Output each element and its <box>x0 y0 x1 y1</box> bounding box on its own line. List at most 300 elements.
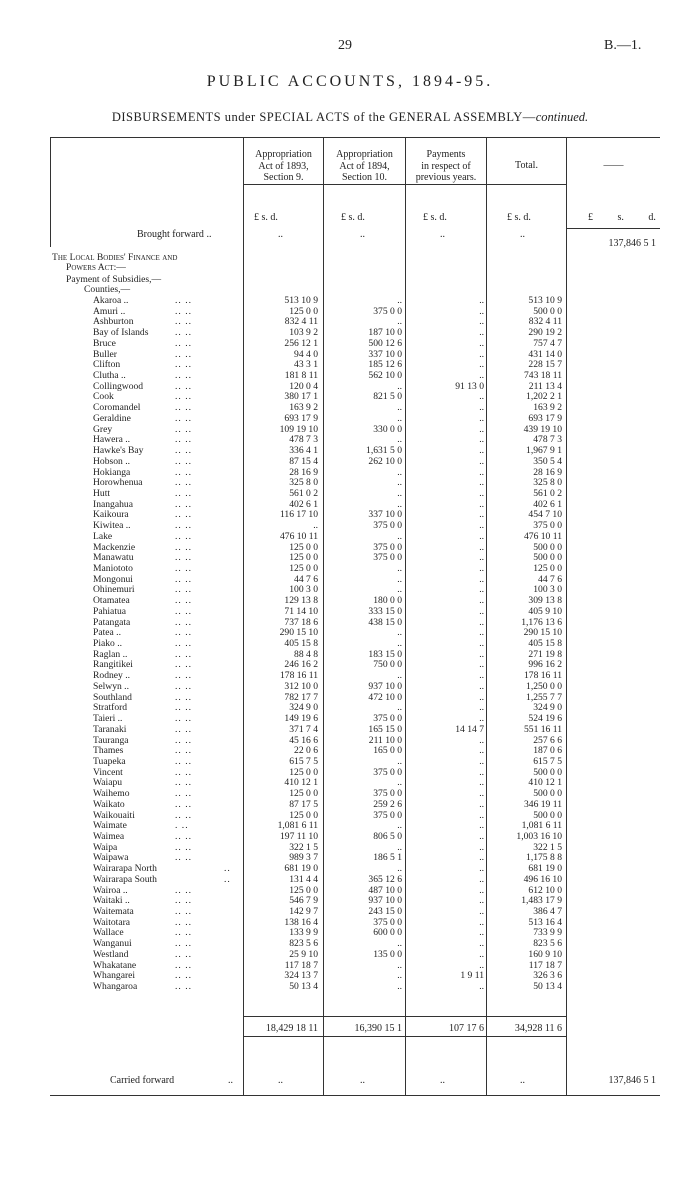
amount-total: 823 5 6 <box>533 938 562 950</box>
amount-1894: 375 0 0 <box>373 766 402 778</box>
leader-dots: .. .. <box>175 755 192 767</box>
leader-dots: .. .. <box>175 981 192 993</box>
leader-dots: .. .. <box>175 895 192 907</box>
leader-dots: .. .. <box>175 745 192 757</box>
amount-1894: 750 0 0 <box>373 659 402 671</box>
county-name: Waimea <box>93 831 125 842</box>
county-name: Hawera .. <box>93 434 131 446</box>
amount-total: 561 0 2 <box>533 487 562 499</box>
amount-1894: .. <box>397 970 402 982</box>
amount-1894: 472 10 0 <box>368 691 402 703</box>
amount-1894: 243 15 0 <box>368 906 402 918</box>
amount-total: 551 16 11 <box>523 723 562 735</box>
amount-previous-years: .. <box>479 798 484 810</box>
amount-previous-years: .. <box>479 412 484 424</box>
amount-1894: .. <box>397 841 402 853</box>
amount-previous-years: .. <box>479 863 484 875</box>
amount-1893: 125 0 0 <box>289 541 318 553</box>
amount-1893: 615 7 5 <box>289 755 318 767</box>
amount-1893: 546 7 9 <box>289 895 318 907</box>
amount-previous-years: .. <box>479 445 484 457</box>
amount-total: 257 6 6 <box>533 734 562 746</box>
amount-1893: 120 0 4 <box>289 380 318 392</box>
leader-dots: .. .. <box>175 380 192 392</box>
amount-total: 513 10 9 <box>528 295 562 306</box>
brought-forward-amount: 137,846 5 1 <box>608 238 656 249</box>
amount-total: 496 16 10 <box>523 873 562 885</box>
amount-1893: 989 3 7 <box>289 852 318 864</box>
county-name: Raglan .. <box>93 648 128 660</box>
amount-1894: 375 0 0 <box>373 552 402 564</box>
leader-dots: .. .. <box>175 670 192 682</box>
amount-1893: 256 12 1 <box>284 337 318 349</box>
amount-total: 500 0 0 <box>533 305 562 317</box>
leader-dots: .. .. <box>175 316 192 328</box>
county-name: Ashburton <box>93 316 134 328</box>
amount-previous-years: .. <box>479 841 484 853</box>
amount-total: 410 12 1 <box>528 777 562 789</box>
amount-1893: 197 11 10 <box>279 831 318 842</box>
totals-top-rule <box>243 1016 566 1017</box>
amount-1894: .. <box>397 487 402 499</box>
amount-previous-years: .. <box>479 595 484 607</box>
total-1894: 16,390 15 1 <box>354 1023 402 1034</box>
amount-1894: 375 0 0 <box>373 809 402 821</box>
amount-1893: 138 16 4 <box>284 916 318 928</box>
column-header-blank: —— <box>603 160 624 171</box>
amount-previous-years: .. <box>479 906 484 918</box>
amount-1894: .. <box>397 563 402 574</box>
county-name: Waitemata <box>93 906 134 918</box>
amount-previous-years: .. <box>479 852 484 864</box>
county-name: Wairarapa South <box>93 873 157 885</box>
amount-1894: 600 0 0 <box>373 927 402 939</box>
amount-1894: .. <box>397 938 402 950</box>
amount-1894: 438 15 0 <box>368 616 402 628</box>
leader-dots: .. .. <box>175 798 192 810</box>
amount-1893: 22 0 6 <box>294 745 318 757</box>
amount-total: 125 0 0 <box>533 563 562 574</box>
county-name: Cook <box>93 391 114 403</box>
amount-total: 612 10 0 <box>528 884 562 896</box>
amount-total: 500 0 0 <box>533 541 562 553</box>
amount-previous-years: .. <box>479 487 484 499</box>
amount-previous-years: .. <box>479 648 484 660</box>
county-name: Waimate <box>93 820 127 832</box>
county-name: Pahiatua <box>93 605 127 617</box>
amount-1894: .. <box>397 627 402 639</box>
county-name: Waipawa <box>93 852 129 864</box>
amount-total: 454 7 10 <box>528 509 562 521</box>
amount-1894: .. <box>397 477 402 489</box>
amount-previous-years: .. <box>479 680 484 692</box>
leader-dots: .. .. <box>175 938 192 950</box>
county-name: Mongonui <box>93 573 133 585</box>
brought-forward-dots-4: .. <box>520 229 525 240</box>
leader-dots: .. <box>224 873 231 885</box>
amount-previous-years: .. <box>479 402 484 414</box>
table-row <box>0 457 700 468</box>
amount-previous-years: .. <box>479 627 484 639</box>
amount-1893: 561 0 2 <box>289 487 318 499</box>
amount-previous-years: .. <box>479 670 484 682</box>
amount-previous-years: .. <box>479 895 484 907</box>
carried-forward-label: Carried forward <box>110 1075 175 1086</box>
amount-1893: 125 0 0 <box>289 809 318 821</box>
leader-dots: .. .. <box>175 788 192 800</box>
amount-previous-years: .. <box>479 434 484 446</box>
amount-1894: 186 5 1 <box>373 852 402 864</box>
amount-total: 290 15 10 <box>523 627 562 639</box>
amount-total: 500 0 0 <box>533 766 562 778</box>
amount-previous-years: .. <box>479 873 484 885</box>
county-name: Manawatu <box>93 552 134 564</box>
county-name: Grey <box>93 423 113 435</box>
leader-dots: .. .. <box>175 702 192 714</box>
amount-1894: .. <box>397 295 402 306</box>
leader-dots: .. .. <box>175 841 192 853</box>
amount-1893: 125 0 0 <box>289 766 318 778</box>
amount-1894: 165 15 0 <box>368 723 402 735</box>
amount-previous-years: .. <box>479 884 484 896</box>
amount-1893: 405 15 8 <box>284 638 318 650</box>
amount-1894: .. <box>397 755 402 767</box>
amount-previous-years: .. <box>479 605 484 617</box>
county-name: Amuri .. <box>93 305 126 317</box>
units-col-3: £ s. d. <box>423 212 447 223</box>
county-name: Taranaki <box>93 723 127 735</box>
leader-dots: .. .. <box>175 680 192 692</box>
subtitle-main: DISBURSEMENTS under SPECIAL ACTS of the GENERAL ASSEMBLY— <box>111 110 536 124</box>
leader-dots: .. .. <box>175 530 192 542</box>
amount-total: 309 13 8 <box>528 595 562 607</box>
amount-total: 524 19 6 <box>528 713 562 725</box>
amount-previous-years: .. <box>479 809 484 821</box>
county-name: Whangaroa <box>93 981 138 993</box>
county-name: Whangarei <box>93 970 136 982</box>
amount-total: 1,250 0 0 <box>526 680 562 692</box>
amount-1893: 125 0 0 <box>289 788 318 800</box>
leader-dots: .. .. <box>175 852 192 864</box>
amount-previous-years: .. <box>479 584 484 596</box>
amount-previous-years: .. <box>479 573 484 585</box>
county-name: Tuapeka <box>93 755 126 767</box>
leader-dots: .. .. <box>175 734 192 746</box>
amount-1893: 782 17 7 <box>284 691 318 703</box>
amount-total: 350 5 4 <box>533 455 562 467</box>
table-row <box>0 982 700 993</box>
amount-previous-years: .. <box>479 713 484 725</box>
amount-1894: 806 5 0 <box>373 831 402 842</box>
county-name: Hawke's Bay <box>93 445 144 457</box>
amount-1894: 375 0 0 <box>373 541 402 553</box>
amount-total: 346 19 11 <box>523 798 562 810</box>
county-name: Hokianga <box>93 466 131 478</box>
amount-total: 187 0 6 <box>533 745 562 757</box>
amount-previous-years: .. <box>479 509 484 521</box>
amount-total: 100 3 0 <box>533 584 562 596</box>
leader-dots: .. .. <box>175 638 192 650</box>
leader-dots: .. .. <box>175 541 192 553</box>
leader-dots: .. .. <box>175 831 192 842</box>
amount-1894: 183 15 0 <box>368 648 402 660</box>
amount-total: 431 14 0 <box>528 348 562 360</box>
amount-1893: 823 5 6 <box>289 938 318 950</box>
amount-previous-years: .. <box>479 638 484 650</box>
county-name: Kaikoura <box>93 509 129 521</box>
leader-dots: .. .. <box>175 809 192 821</box>
county-name: Buller <box>93 348 117 360</box>
amount-1894: .. <box>397 959 402 971</box>
county-name: Waikouaiti <box>93 809 135 821</box>
amount-1893: 117 18 7 <box>284 959 318 971</box>
units-col-2: £ s. d. <box>341 212 365 223</box>
table-row <box>0 725 700 736</box>
amount-1894: .. <box>397 820 402 832</box>
amount-1893: 380 17 1 <box>284 391 318 403</box>
act-heading-line2: Powers Act:— <box>66 262 126 273</box>
header-underline-2 <box>486 184 566 185</box>
leader-dots: .. .. <box>175 927 192 939</box>
amount-1894: .. <box>397 412 402 424</box>
amount-1894: .. <box>397 702 402 714</box>
leader-dots: .. .. <box>175 573 192 585</box>
table-top-rule <box>50 137 660 138</box>
amount-1893: 109 19 10 <box>279 423 318 435</box>
amount-previous-years: .. <box>479 766 484 778</box>
leader-dots: .. .. <box>175 605 192 617</box>
amount-1894: 211 10 0 <box>368 734 402 746</box>
leader-dots: .. .. <box>175 359 192 371</box>
amount-1893: 44 7 6 <box>294 573 318 585</box>
amount-previous-years: .. <box>479 938 484 950</box>
amount-total: 513 16 4 <box>528 916 562 928</box>
leader-dots: .. .. <box>175 423 192 435</box>
amount-1893: 94 4 0 <box>294 348 318 360</box>
county-name: Waikato <box>93 798 125 810</box>
county-name: Clutha .. <box>93 370 126 382</box>
county-name: Bruce <box>93 337 116 349</box>
amount-total: 405 9 10 <box>528 605 562 617</box>
leader-dots: .. .. <box>175 466 192 478</box>
amount-1894: 821 5 0 <box>373 391 402 403</box>
amount-previous-years: .. <box>479 981 484 993</box>
amount-total: 1,967 9 1 <box>526 445 562 457</box>
amount-1893: 25 9 10 <box>289 948 318 960</box>
total-grand: 34,928 11 6 <box>514 1023 562 1034</box>
county-name: Lake <box>93 530 113 542</box>
county-name: Inangahua <box>93 498 133 510</box>
page-subtitle <box>0 110 700 125</box>
county-name: Selwyn .. <box>93 680 129 692</box>
amount-total: 386 4 7 <box>533 906 562 918</box>
leader-dots: .. .. <box>175 434 192 446</box>
amount-total: 178 16 11 <box>523 670 562 682</box>
leader-dots: .. .. <box>175 916 192 928</box>
carried-forward-dots-1: .. <box>278 1075 283 1086</box>
amount-1893: .. <box>313 520 318 532</box>
amount-total: 1,081 6 11 <box>521 820 562 832</box>
amount-previous-years: 91 13 0 <box>455 380 484 392</box>
amount-previous-years: .. <box>479 691 484 703</box>
amount-1893: 513 10 9 <box>284 295 318 306</box>
subtitle-continued: continued. <box>535 110 589 124</box>
leader-dots: .. .. <box>175 445 192 457</box>
amount-1894: 375 0 0 <box>373 916 402 928</box>
leader-dots: .. .. <box>175 970 192 982</box>
page-number: 29 <box>338 38 352 53</box>
leader-dots: .. .. <box>175 766 192 778</box>
table-row <box>0 339 700 350</box>
amount-1893: 100 3 0 <box>289 584 318 596</box>
amount-previous-years: .. <box>479 359 484 371</box>
amount-1893: 336 4 1 <box>289 445 318 457</box>
amount-1894: .. <box>397 530 402 542</box>
units-col-4: £ s. d. <box>507 212 531 223</box>
amount-1893: 131 4 4 <box>289 873 318 885</box>
amount-1894: 187 10 0 <box>368 327 402 339</box>
amount-1893: 125 0 0 <box>289 305 318 317</box>
amount-total: 271 19 8 <box>528 648 562 660</box>
amount-total: 375 0 0 <box>533 520 562 532</box>
county-name: Westland <box>93 948 129 960</box>
brought-forward-dots-1: .. <box>278 229 283 240</box>
amount-1894: .. <box>397 777 402 789</box>
amount-1893: 246 16 2 <box>284 659 318 671</box>
amount-previous-years: .. <box>479 702 484 714</box>
leader-dots: . .. <box>175 820 189 832</box>
amount-previous-years: 1 9 11 <box>460 970 484 982</box>
brought-forward-dots-3: .. <box>440 229 445 240</box>
amount-1893: 737 18 6 <box>284 616 318 628</box>
column-header-1894: Appropriation Act of 1894, Section 10. <box>336 149 393 183</box>
amount-1893: 45 16 6 <box>289 734 318 746</box>
amount-1893: 125 0 0 <box>289 563 318 574</box>
amount-1893: 149 19 6 <box>284 713 318 725</box>
column-header-1893: Appropriation Act of 1893, Section 9. <box>255 149 312 183</box>
amount-1893: 103 9 2 <box>289 327 318 339</box>
carried-forward-dots-3: .. <box>440 1075 445 1086</box>
leader-dots: .. .. <box>175 648 192 660</box>
amount-1893: 290 15 10 <box>279 627 318 639</box>
amount-total: 693 17 9 <box>528 412 562 424</box>
table-row <box>0 532 700 543</box>
amount-total: 160 9 10 <box>528 948 562 960</box>
leader-dots: .. .. <box>175 327 192 339</box>
amount-previous-years: .. <box>479 370 484 382</box>
county-name: Coromandel <box>93 402 141 414</box>
amount-1894: 333 15 0 <box>368 605 402 617</box>
amount-1894: .. <box>397 638 402 650</box>
amount-1893: 88 4 8 <box>294 648 318 660</box>
amount-total: 44 7 6 <box>538 573 562 585</box>
amount-total: 832 4 11 <box>528 316 562 328</box>
amount-previous-years: .. <box>479 616 484 628</box>
subsidies-heading: Payment of Subsidies,— <box>66 274 162 285</box>
brought-forward-rule <box>566 228 660 229</box>
amount-1893: 478 7 3 <box>289 434 318 446</box>
amount-1893: 476 10 11 <box>279 530 318 542</box>
amount-1894: .. <box>397 863 402 875</box>
leader-dots: .. .. <box>175 659 192 671</box>
amount-previous-years: .. <box>479 927 484 939</box>
amount-previous-years: .. <box>479 659 484 671</box>
county-name: Horowhenua <box>93 477 143 489</box>
amount-1894: .. <box>397 573 402 585</box>
amount-1894: 1,631 5 0 <box>366 445 402 457</box>
leader-dots: .. .. <box>175 348 192 360</box>
amount-previous-years: .. <box>479 455 484 467</box>
county-name: Waihemo <box>93 788 130 800</box>
amount-total: 228 15 7 <box>528 359 562 371</box>
amount-total: 476 10 11 <box>523 530 562 542</box>
counties-heading: Counties,— <box>84 284 131 295</box>
county-name: Wairoa .. <box>93 884 128 896</box>
table-row <box>0 607 700 618</box>
county-name: Southland <box>93 691 132 703</box>
amount-previous-years: .. <box>479 820 484 832</box>
amount-1894: .. <box>397 466 402 478</box>
leader-dots: .. .. <box>175 948 192 960</box>
column-header-total: Total. <box>515 160 538 171</box>
table-row <box>0 800 700 811</box>
amount-previous-years: .. <box>479 327 484 339</box>
table-bottom-rule <box>50 1095 660 1096</box>
leader-dots: .. .. <box>175 412 192 424</box>
amount-previous-years: .. <box>479 348 484 360</box>
leader-dots: .. .. <box>175 595 192 607</box>
leader-dots: .. .. <box>175 884 192 896</box>
leader-dots: .. .. <box>175 627 192 639</box>
amount-1893: 87 15 4 <box>289 455 318 467</box>
leader-dots: .. .. <box>175 337 192 349</box>
leader-dots: .. .. <box>175 295 192 306</box>
amount-1893: 324 13 7 <box>284 970 318 982</box>
county-name: Mackenzie <box>93 541 136 553</box>
amount-previous-years: .. <box>479 745 484 757</box>
carried-forward-dots-4: .. <box>520 1075 525 1086</box>
amount-1893: 28 16 9 <box>289 466 318 478</box>
amount-total: 500 0 0 <box>533 552 562 564</box>
county-name: Hobson .. <box>93 455 131 467</box>
leader-dots: .. .. <box>175 563 192 574</box>
county-name: Wallace <box>93 927 124 939</box>
county-name: Akaroa .. <box>93 295 129 306</box>
amount-1893: 1,081 6 11 <box>277 820 318 832</box>
amount-previous-years: .. <box>479 530 484 542</box>
amount-1893: 71 14 10 <box>284 605 318 617</box>
leader-dots: .. .. <box>175 305 192 317</box>
leader-dots: .. .. <box>175 552 192 564</box>
amount-1893: 322 1 5 <box>289 841 318 853</box>
amount-previous-years: .. <box>479 959 484 971</box>
carried-forward-amount: 137,846 5 1 <box>608 1075 656 1086</box>
amount-previous-years: .. <box>479 788 484 800</box>
carried-forward-dots-0: .. <box>228 1075 233 1086</box>
amount-total: 290 19 2 <box>528 327 562 339</box>
county-name: Patea .. <box>93 627 121 639</box>
county-name: Thames <box>93 745 124 757</box>
amount-previous-years: .. <box>479 563 484 574</box>
amount-previous-years: .. <box>479 948 484 960</box>
amount-1894: 937 10 0 <box>368 895 402 907</box>
brought-forward-dots-2: .. <box>360 229 365 240</box>
county-name: Vincent <box>93 766 123 778</box>
amount-1893: 87 17 5 <box>289 798 318 810</box>
units-col-1: £ s. d. <box>254 212 278 223</box>
amount-total: 1,202 2 1 <box>526 391 562 403</box>
leader-dots: .. .. <box>175 713 192 725</box>
